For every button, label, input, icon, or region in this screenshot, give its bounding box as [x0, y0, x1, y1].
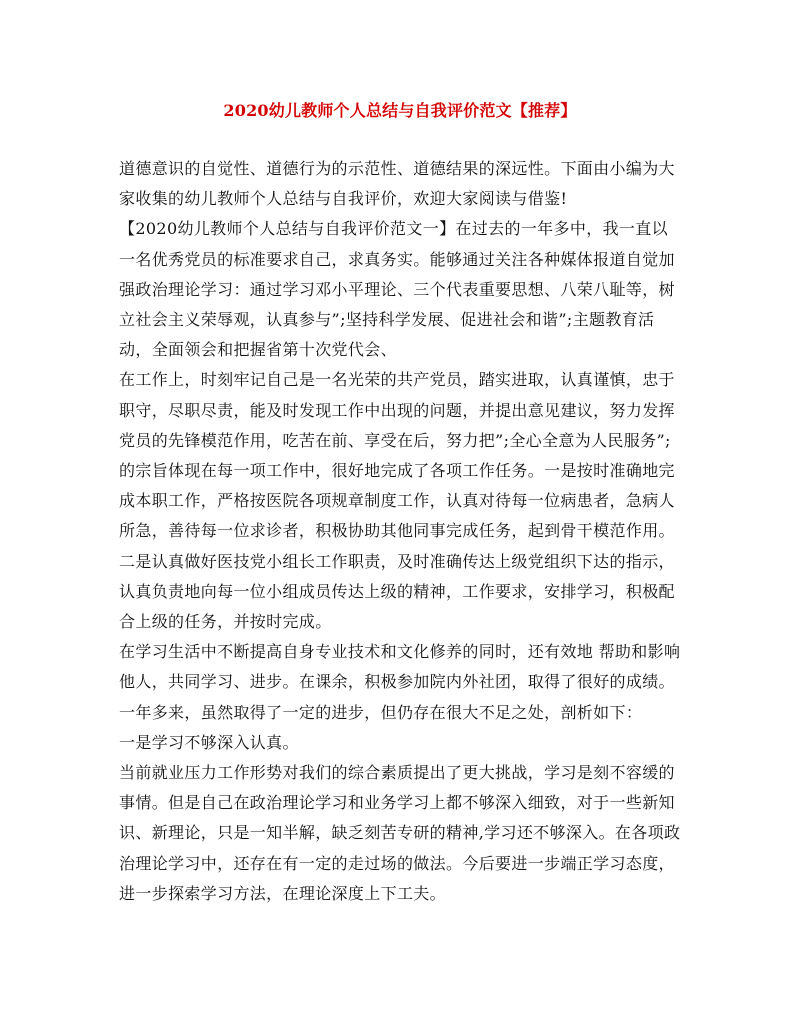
document-body	[119, 154, 682, 909]
paragraph-intro: 道德意识的自觉性、道德行为的示范性、道德结果的深远性。下面由小编为大家收集的幼儿教师个人总结与自我评价，欢迎大家阅读与借鉴!	[119, 159, 675, 209]
paragraph-shortcomings: 一年多来，虽然取得了一定的进步，但仍存在很大不足之处，剖析如下：	[119, 702, 643, 722]
document-title: 2020幼儿教师个人总结与自我评价范文【推荐】	[223, 101, 577, 120]
paragraph-essay-one: 【2020幼儿教师个人总结与自我评价范文一】在过去的一年多中，我一直以一名优秀党员的标准要求自己，求真务实。能够通过关注各种媒体报道自觉加强政治理论学习：通过学习邓小平理论、三个代表重要思想、八荣八耻等，树立社会主义荣辱观，认真参与”;坚持科学发展、促进社会和谐”;主题教育活动，全面领会和把握省第十次党代会、	[119, 219, 675, 360]
paragraph-work: 在工作上，时刻牢记自己是一名光荣的共产党员，踏实进取，认真谨慎，忠于职守，尽职尽责，能及时发现工作中出现的问题，并提出意见建议，努力发挥党员的先锋模范作用，吃苦在前、享受在后，努力把”;全心全意为人民服务”;的宗旨体现在每一项工作中，很好地完成了各项工作任务。一是按时准确地完成本职工作，严格按医院各项规章制度工作，认真对待每一位病患者，急病人所急，善待每一位求诊者，积极协助其他同事完成任务，起到骨干模范作用。二是认真做好医技党小组长工作职责，及时准确传达上级党组织下达的指示，认真负责地向每一位小组成员传达上级的精神，工作要求，安排学习，积极配合上级的任务，并按时完成。	[119, 370, 675, 632]
paragraph-study-pressure: 当前就业压力工作形势对我们的综合素质提出了更大挑战，学习是刻不容缓的事情。但是自己在政治理论学习和业务学习上都不够深入细致，对于一些新知识、新理论，只是一知半解，缺乏刻苦专研的精神,学习还不够深入。在各项政治理论学习中，还存在有一定的走过场的做法。今后要进一步端正学习态度，进一步探索学习方法，在理论深度上下工夫。	[119, 763, 681, 903]
paragraph-study-life: 在学习生活中不断提高自身专业技术和文化修养的同时，还有效地 帮助和影响他人，共同学习、进步。在课余，积极参加院内外社团，取得了很好的成绩。	[119, 642, 681, 692]
paragraph-point-one: 一是学习不够深入认真。	[119, 732, 299, 752]
